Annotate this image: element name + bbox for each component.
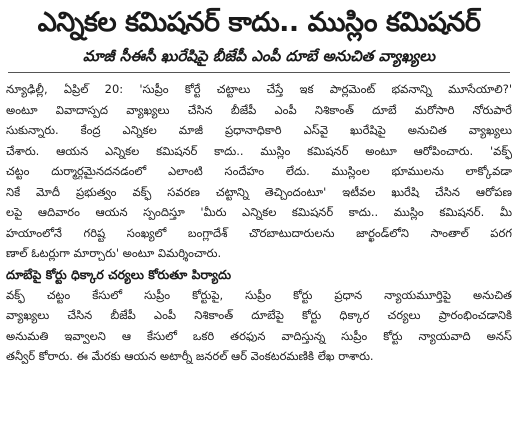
paragraph-line: న్యూఢిల్లీ, ఏప్రిల్ 20: 'సుప్రీం కోర్టే చట్టాలు చేస్తే ఇక పార్లమెంట్ భవనాన్ని మూసేయాలి?' <box>6 82 512 96</box>
paragraph-line: హయాంలోనే గరిష్ట సంఖ్యలో బంగ్లాదేశ్ చొరబాటుదారులను జార్ఖండ్‌లోని సాంతాల్ పరగ <box>6 225 512 240</box>
paragraph-line: చేశారు. ఆయన ఎన్నికల కమిషనర్ కాదు.. ముస్లిం కమిషనర్ అంటూ ఆరోపించారు. 'వక్ఫ్ <box>6 143 512 158</box>
section-subheading: దూబేపై కోర్టు ధిక్కార చర్యలు కోరుతూ పిర్యాదు <box>6 266 232 282</box>
paragraph-line: సుకున్నారు. కేంద్ర ఎన్నికల మాజీ ప్రధానాధికారి ఎస్‌వై ఖురేషిపై అనుచిత వ్యాఖ్యలు <box>6 123 512 137</box>
headline: ఎన్నికల కమిషనర్ కాదు.. ముస్లిం కమిషనర్ <box>37 7 481 38</box>
paragraph-line: తన్వీర్ కోరారు. ఈ మేరకు ఆయన అటార్నీ జనరల్ ఆర్ వెంకటరమణికి లేఖ రాశారు. <box>6 349 374 363</box>
paragraph-line: అంటూ వివాదాస్పద వ్యాఖ్యలు చేసిన బీజేపీ ఎంపీ నిశికాంత్ దూబే మరోసారి నోరుపారే <box>6 102 512 117</box>
paragraph-line: వక్ఫ్ చట్టం కేసులో సుప్రీం కోర్టుపై, సుప్రీం కోర్టు ప్రధాన న్యాయమూర్తిపై అనుచిత <box>6 287 512 302</box>
paragraph-line: లపై ఆదివారం ఆయన స్పందిస్తూ 'మీరు ఎన్నికల కమిషనర్ కాదు.. ముస్లిం కమిషనర్. మీ <box>6 205 512 219</box>
subheadline: మాజీ సీఈసీ ఖురేషిపై బీజేపీ ఎంపీ దూబే అనుచిత వ్యాఖ్యలు <box>82 47 436 65</box>
paragraph-line: చట్టం దుర్మార్గమైనదనడంలో ఎలాంటి సందేహం లేదు. ముస్లింల భూములను లాక్కోవడా <box>6 164 512 178</box>
paragraph-line: ణాల్ ఓటర్లుగా మార్చారు' అంటూ విమర్శించారు. <box>6 246 222 260</box>
second-paragraph <box>6 285 512 367</box>
paragraph-line: నికే మోదీ ప్రభుత్వం వక్ఫ్ సవరణ చట్టాన్ని తెచ్చిందంటూ' ఇటీవల ఖురేషి చేసిన ఆరోపణ <box>6 184 512 199</box>
paragraph-line: వ్యాఖ్యలు చేసిన బీజేపీ ఎంపీ నిశికాంత్ దూబేపై కోర్టు ధిక్కార చర్యలు ప్రారంభించడానికి <box>6 308 512 322</box>
paragraph-line: అనుమతి ఇవ్వాలని ఆ కేసులో ఒకరి తరఫున వాదిస్తున్న సుప్రీం కోర్టు న్యాయవాది అనస్ <box>6 328 512 343</box>
divider <box>8 72 510 73</box>
lead-paragraph <box>6 79 512 264</box>
